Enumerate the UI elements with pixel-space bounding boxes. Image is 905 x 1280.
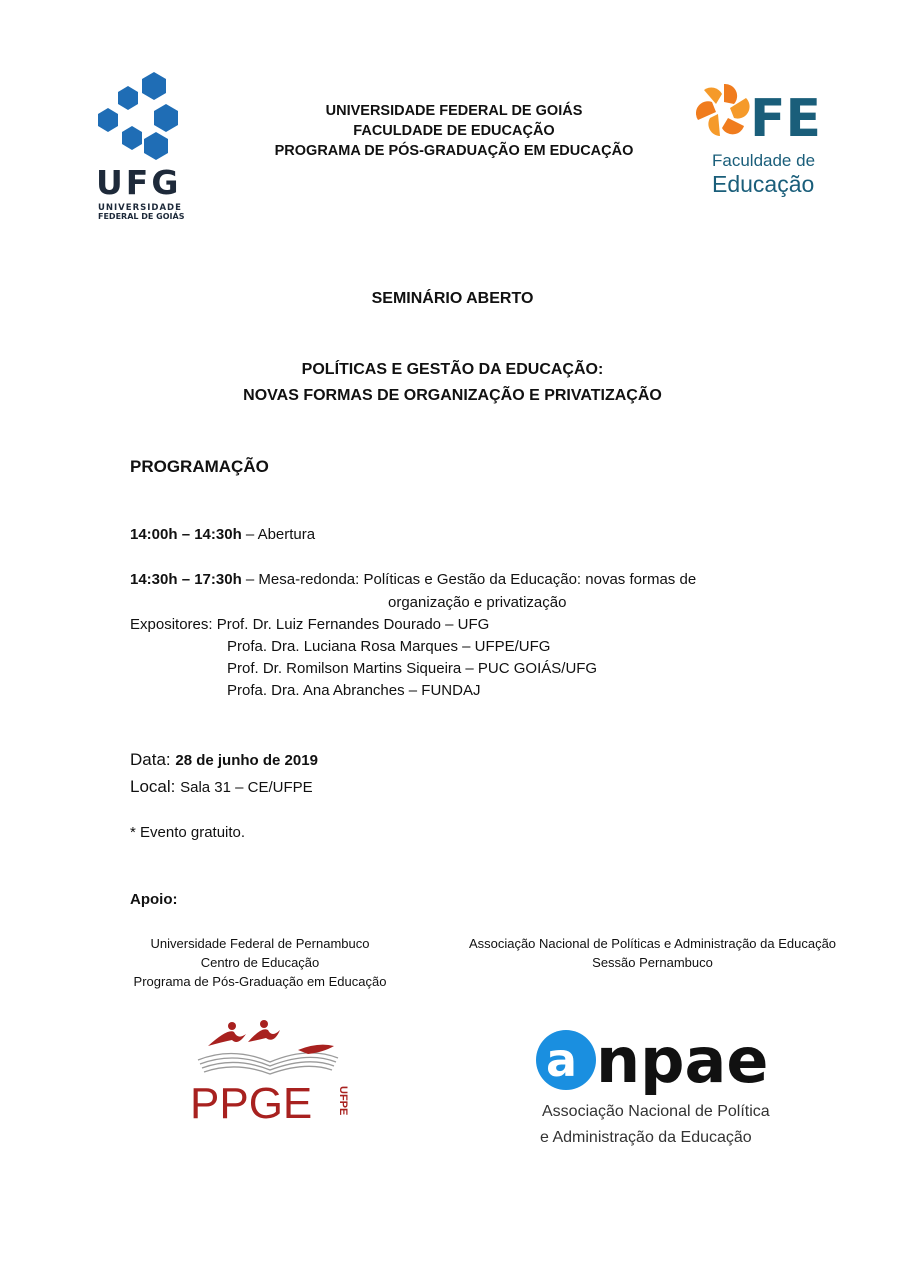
header-line-university: UNIVERSIDADE FEDERAL DE GOIÁS xyxy=(325,103,583,119)
svg-text:Educação: Educação xyxy=(712,171,815,197)
speaker-name: Profa. Dra. Ana Abranches – FUNDAJ xyxy=(227,682,481,699)
header-line-program: PROGRAMA DE PÓS-GRADUAÇÃO EM EDUCAÇÃO xyxy=(274,143,634,159)
svg-text:e Administração da Educação: e Administração da Educação xyxy=(540,1129,752,1146)
svg-text:UFG: UFG xyxy=(96,163,182,202)
svg-text:Associação Nacional de Polític: Associação Nacional de Política xyxy=(542,1103,770,1120)
program-item-desc: – Mesa-redonda: Políticas e Gestão da Educação: novas formas de xyxy=(241,571,697,588)
svg-text:a: a xyxy=(546,1033,578,1087)
local-value: Sala 31 – CE/UFPE xyxy=(180,779,313,796)
program-item-desc-continued: organização e privatização xyxy=(388,594,567,611)
support-ufpe: Universidade Federal de Pernambuco Centro de Educação Programa de Pós-Graduação em Educação xyxy=(133,936,387,989)
date-label: Data: xyxy=(130,750,176,769)
support-heading: Apoio: xyxy=(130,891,178,908)
fe-flower-icon xyxy=(696,74,826,200)
program-item-time: 14:00h – 14:30h xyxy=(130,526,242,543)
program-item-roundtable xyxy=(130,571,696,588)
anpae-mark-icon xyxy=(534,1024,784,1150)
program-item-opening xyxy=(130,526,315,543)
fe-logo xyxy=(696,74,826,200)
program-item-time: 14:30h – 17:30h xyxy=(130,571,242,588)
ufg-hexagons-icon xyxy=(92,70,192,222)
header-line-faculty: FACULDADE DE EDUCAÇÃO xyxy=(353,123,555,139)
seminar-theme-line2: NOVAS FORMAS DE ORGANIZAÇÃO E PRIVATIZAÇÃO xyxy=(243,387,662,404)
svg-text:npae: npae xyxy=(596,1024,769,1097)
speaker-name: Prof. Dr. Romilson Martins Siqueira – PUC GOIÁS/UFG xyxy=(227,660,598,677)
svg-text:UNIVERSIDADE: UNIVERSIDADE xyxy=(98,203,182,213)
free-event-note: * Evento gratuito. xyxy=(130,824,246,841)
seminar-type: SEMINÁRIO ABERTO xyxy=(371,290,534,307)
svg-text:FE: FE xyxy=(750,89,822,149)
speaker-name: Profa. Dra. Luciana Rosa Marques – UFPE/UFG xyxy=(227,638,551,655)
event-location xyxy=(130,777,313,797)
speaker-name: Prof. Dr. Luiz Fernandes Dourado – UFG xyxy=(216,616,490,633)
ppge-book-icon xyxy=(188,1016,358,1128)
program-item-desc: – Abertura xyxy=(241,526,316,543)
date-value: 28 de junho de 2019 xyxy=(175,752,318,769)
institution-header xyxy=(250,101,658,161)
svg-text:Faculdade de: Faculdade de xyxy=(712,151,816,170)
svg-text:PPGE: PPGE xyxy=(190,1079,313,1128)
speakers-label: Expositores: Prof. Dr. Luiz Fernandes Dourado – UFG xyxy=(130,616,490,633)
program-heading: PROGRAMAÇÃO xyxy=(130,457,269,476)
ppge-logo xyxy=(188,1016,358,1128)
ufg-logo xyxy=(92,70,192,222)
seminar-theme-line1: POLÍTICAS E GESTÃO DA EDUCAÇÃO: xyxy=(301,361,604,378)
event-date xyxy=(130,750,318,770)
local-label: Local: xyxy=(130,777,181,796)
svg-text:UFPE: UFPE xyxy=(337,1086,349,1116)
anpae-logo xyxy=(534,1024,784,1150)
svg-text:FEDERAL DE GOIÁS: FEDERAL DE GOIÁS xyxy=(98,212,185,221)
support-anpae: Associação Nacional de Políticas e Administração da Educação Sessão Pernambuco xyxy=(468,936,837,970)
